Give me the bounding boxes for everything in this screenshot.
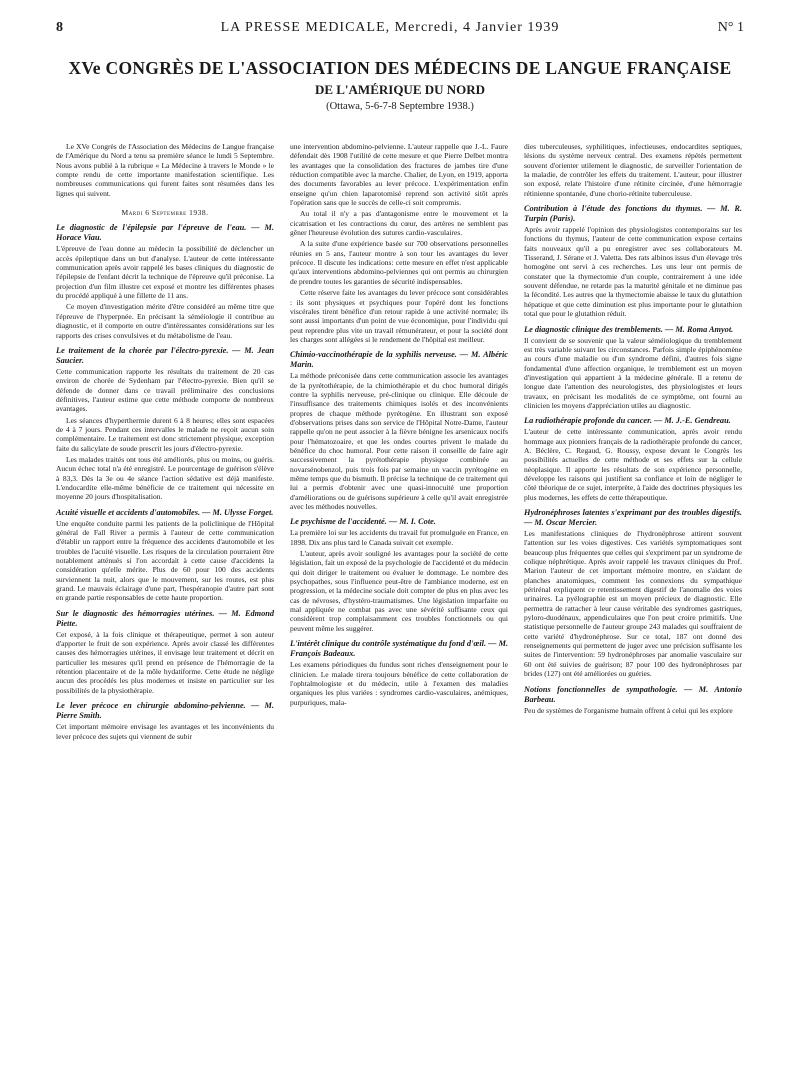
- article-title: La radiothérapie profonde du cancer. — M. J.-E. Gendreau.: [524, 416, 731, 426]
- article-title: L'intérêt clinique du contrôle systématique du fond d'œil. — M. François Badeaux.: [290, 639, 509, 659]
- article-paragraph: Au total il n'y a pas d'antagonisme entre le mouvement et la cicatrisation et les contractions du cœur, des artères ne semblent pas gêner l'heureuse évolution des sutures cardio-vasculaires.: [290, 209, 508, 238]
- article-author: M. R. Turpin: [524, 204, 743, 224]
- article-paragraph: Cette communication rapporte les résultats du traitement de 20 cas environ de chorée de Sydenham par l'électro-pyrexie. Bien qu'il se défende de donner dans ce travail préliminaire des conclusions définitives, l'auteur estime que cette méthode comporte de nombreux avantages.: [56, 366, 274, 414]
- article-title: Contribution à l'étude des fonctions du thymus. — M. R. Turpin (Paris).: [524, 204, 743, 224]
- article-title: Le lever précoce en chirurgie abdomino-pelvienne. — M. Pierre Smith.: [56, 701, 274, 721]
- article-author: M. Albéric Marin.: [290, 350, 508, 370]
- article-author: M. Jean Saucier.: [56, 345, 275, 365]
- article-paragraph: Cet exposé, à la fois clinique et thérapeutique, permet à son auteur d'apporter le fruit de son expérience. Après avoir classé les différentes causes des hémorragies utérines, il envisage leur traitement et décrit en particulier les mesures qu'il prend en présence de l'hémorragie de la rétention placentaire et de la môle hydatiforme. Cette étude ne néglige aucun des procédés les plus modernes et insiste en particulier sur les possibilités de la physiothérapie.: [56, 629, 274, 695]
- article-title: Sur le diagnostic des hémorragies utérines. — M. Edmond Piette.: [56, 608, 274, 628]
- article-paragraph: Il convient de se souvenir que la valeur séméiologique du tremblement est très variable suivant les circonstances. Parfois simple épiphénomène au cours d'une maladie ou d'un syndrome défini, d'autres fois signe fondamental d'une affection organique, le tremblement est un moyen d'investigation qui appartient à la médecine générale. Il a retenu de longue date l'attention des neurologistes, des physiologistes et leurs travaux, en précisant les modalités de ce symptôme, ont fourni au clinicien les moyens d'appréciation utiles au diagnostic.: [524, 335, 742, 410]
- article-paragraph: Les manifestations cliniques de l'hydronéphrose attirent souvent l'attention sur les voies digestives. Ces variétés symptomatiques sont beaucoup plus fréquentes que celles qui s'expriment par un syndrome de colique néphrétique. Après avoir rappelé les travaux cliniques du Prof. Marion l'auteur de cet important mémoire montre, en s'aidant de planches anatomiques, comment les connexions du sympathique périrénal expliquent ce retentissement digestif de l'anomalie des voies urinaires. La pyélographie est un moyen précieux de diagnostic. Elle permettra de rattacher à leur cause véritable des syndromes gastriques, pyloro-duodénaux, appendiculaires que l'on peut croire primitifs. Une statistique personnelle de l'auteur groupe 243 malades qui souffraient de cette variété d'hydronéphrose. Sur ce total, 187 ont donné des renseignements qui permettent de juger avec une précision suffisante les suites de l'intervention: 59 hydronéphroses par anomalie vasculaire sur 60 ont été suivies de guérison; 87 pour 100 des hydronéphroses par brides (127) ont été améliorées ou guéries.: [524, 529, 742, 679]
- article-title: Le diagnostic de l'épilepsie par l'épreuve de l'eau. — M. Horace Viau.: [56, 223, 274, 243]
- article-title: Notions fonctionnelles de sympathologie. — M. Antonio Barbeau.: [524, 684, 742, 704]
- congress-subtitle: DE L'AMÉRIQUE DU NORD: [314, 82, 486, 97]
- article-author: M. Horace Viau.: [56, 223, 274, 243]
- column-3: [524, 142, 742, 743]
- article-paragraph: Cette réserve faite les avantages du lever précoce sont considérables : ils sont physiques et psychiques pour l'opéré dont les fonctions viscérales tirent bénéfice d'un retour rapide à une activité normale; ils sont aussi importants d'un point de vue économique, pour l'individu qui peut reprendre plus vite un travail rémunérateur, et pour la société dont les charges sont allégées si le rendement de l'hôpital est meilleur.: [290, 288, 508, 344]
- article-paragraph: L'auteur, après avoir souligné les avantages pour la société de cette législation, fait un exposé de la psychologie de l'accidenté et du médecin qui doit diriger le traitement ou évaluer le dommage. Le nombre des psychopathes, sous l'influence peut-être de l'ambiance moderne, est en progression, et la médecine sociale doit compter de plus en plus avec les cas de névroses, d'hystéro-traumatismes. Une législation imparfaite ou mal appliquée ne combat pas avec une sévérité suffisante ceux qui considèrent trop complaisamment ces troubles fonctionnels ou qui peuvent même les suggérer.: [290, 549, 508, 633]
- article-paragraph: Les examens périodiques du fundus sont riches d'enseignement pour le clinicien. Le malade tirera toujours bénéfice de cette collaboration de l'ophtalmologiste et du médecin, utile à l'examen des maladies organiques les plus variées : syndromes cardio-vasculaires, anémiques, purpuriques, mala-: [290, 660, 508, 707]
- article-paragraph: une intervention abdomino-pelvienne. L'auteur rappelle que J.-L. Faure défendait dès 1908 l'utilité de cette mesure et que Pierre Delbet montra les avantages que la consolidation des fractures de jambes tire d'une réduction compatible avec la marche. Chalier, de Lyon, en 1919, apporta des documents favorables au lever précoce. L'expérimentation enfin enseigne qu'un chien laparotomisé reprend son activité sitôt après l'opération sans que le succès de celle-ci soit compromis.: [290, 142, 508, 208]
- column-2: [290, 142, 508, 743]
- issue-number: N° 1: [717, 20, 744, 35]
- page-number: 8: [56, 20, 63, 35]
- congress-place-date: (Ottawa, 5-6-7-8 Septembre 1938.): [326, 101, 474, 112]
- article-author: M. I. Cote.: [399, 517, 436, 527]
- article-author: M. Ulysse Forget.: [212, 507, 274, 517]
- article-paragraph: Les malades traités ont tous été améliorés, plus ou moins, ou guéris. Aucun échec total n'a été enregistré. Le pourcentage de guérison s'élève à 83,3. Dès la 3e ou 4e séance l'action sédative est déjà manifeste. L'endocardite elle-même bénéficie de ce traitement qui nécessite en moyenne 20 jours d'hospitalisation.: [56, 454, 274, 502]
- article-author: M. J.-E. Gendreau.: [664, 416, 731, 426]
- running-head: [56, 20, 744, 42]
- article-author: M. Antonio Barbeau.: [524, 684, 742, 704]
- article-title: Le psychisme de l'accidenté. — M. I. Cote.: [290, 517, 436, 527]
- article-author: M. François Badeaux.: [290, 639, 509, 659]
- article-title: Chimio-vaccinothérapie de la syphilis nerveuse. — M. Albéric Marin.: [290, 350, 508, 370]
- article-paragraph: La méthode préconisée dans cette communication associe les avantages de la pyrétothérapie, de la chimiothérapie et du choc humoral dirigés contre la syphilis nerveuse, pré-clinique ou clinique. Elle découle de l'insuffisance des traitements chimiques isolés et des inconvénients propres de chaque méthode pyrétogène. En illustrant son exposé d'observations prises dans son service de l'Hôpital Notre-Dame, l'auteur rappelle qu'on ne peut associer à la fièvre bénigne les arsenicaux nocifs pour l'hématozoaire, et que les ondes courtes privent le malade du bénéfice du choc humoral. Pour cette raison il conseille de faire agir successivement la pyrétothérapie physique combinée au novarsénobenzol, puis trois fois par semaine un vaccin pyrétogène en même temps que du bismuth. Il précise la technique de ce traitement qui lui a permis d'obtenir avec une quasi-innocuité une proportion d'améliorations ou de guérisons supérieure à celle qu'il avait enregistrée avec les méthodes nouvelles.: [290, 371, 508, 512]
- intro-paragraph: Le XVe Congrès de l'Association des Médecins de Langue française de l'Amérique du Nord a tenu sa première séance le lundi 5 Septembre. Nous avons publié à la rubrique « La Médecine à travers le Monde » le compte rendu de cette importante manifestation scientifique. Les nombreuses communications qui furent faites sont résumées dans les lignes qui suivent.: [56, 142, 274, 198]
- article-paragraph: L'épreuve de l'eau donne au médecin la possibilité de déclencher un accès épileptique dans un but d'analyse. L'auteur de cette intéressante communication après avoir rappelé les bases cliniques du diagnostic de l'épilepsie de l'enfant décrit la technique de l'épreuve qu'il préconise. La projection d'un film illustre cet exposé et montre les différentes phases du procédé appliqué à une fillette de 11 ans.: [56, 244, 274, 301]
- congress-title: XVe CONGRÈS DE L'ASSOCIATION DES MÉDECINS DE LANGUE FRANÇAISE: [68, 58, 732, 78]
- article-paragraph: Après avoir rappelé l'opinion des physiologistes contemporains sur les fonctions du thymus, l'auteur de cette communication expose certains faits nouveaux qu'il a pu enregistrer avec ses collaborateurs M. Tisserand, J. Sérane et J. Valetta. Des rats albinos issus d'un élevage très homogène ont servi à ces recherches. Les uns leur ont permis de constater que la thymectomie d'un couple, contrairement à une idée souvent défendue, ne retarde pas la maturité génitale et ne diminue pas la fécondité. Les autres que la thymectomie abaisse le taux du glutathion hépatique et que cette diminution est plus importante pour le glutathion total que pour le glutathion réduit.: [524, 225, 742, 319]
- article-columns: [56, 142, 744, 743]
- journal-title: LA PRESSE MEDICALE, Mercredi, 4 Janvier 1939: [220, 20, 560, 35]
- article-author: M. Pierre Smith.: [56, 701, 274, 721]
- article-title: Hydronéphroses latentes s'exprimant par des troubles digestifs. — M. Oscar Mercier.: [524, 508, 742, 527]
- session-date: Mardi 6 Septembre 1938.: [121, 208, 209, 218]
- article-title: Acuité visuelle et accidents d'automobiles. — M. Ulysse Forget.: [56, 507, 274, 517]
- column-1: [56, 142, 274, 743]
- article-paragraph: Les séances d'hyperthermie durent 6 à 8 heures; elles sont espacées de 4 à 7 jours. Pendant ces intervalles le malade ne reçoit aucun soin complémentaire. Le traitement est donc strictement physique, exception faite du salicylate de soude prescrit les jours d'électro-pyrexie.: [56, 415, 274, 453]
- article-paragraph: Une enquête conduite parmi les patients de la policlinique de l'Hôpital général de Fall River a permis à l'auteur de cette communication d'établir un rapport entre la fréquence des accidents d'automobile et les troubles de l'acuité visuelle. Les risques de la circulation pourraient être notablement atténués si l'on accordait à cette cause d'accidents la considération qu'elle mérite. Plus de 60 pour 100 des accidents surviennent la nuit, alors que le mouvement, sur les routes, est plus grand. Le mauvais éclairage d'une part, l'hespéranopie d'autre part sont en grande partie responsables de cette haute proportion.: [56, 518, 274, 603]
- article-title: Le diagnostic clinique des tremblements. — M. Roma Amyot.: [524, 324, 734, 334]
- article-paragraph: Peu de systèmes de l'organisme humain offrent à celui qui les explore: [524, 705, 733, 715]
- article-author: M. Oscar Mercier.: [534, 518, 598, 527]
- article-paragraph: L'auteur de cette intéressante communication, après avoir rendu hommage aux pionniers français de la radiothérapie profonde du cancer, A. Béclère, C. Regaud, G. Roussy, expose devant le Congrès les possibilités actuelles de cette méthode et ses effets sur la cellule néoplasique. Il apporte les résultats de son expérience personnelle, développe les raisons qui justifient sa confiance et loin de négliger le côté théorique de ce sujet, interprète, à l'aide des doctrines physiques les plus modernes, les effets de cette thérapeutique.: [524, 427, 742, 502]
- article-paragraph: La première loi sur les accidents du travail fut promulguée en France, en 1898. Dix ans plus tard le Canada suivait cet exemple.: [290, 528, 508, 547]
- article-author: M. Roma Amyot.: [675, 324, 734, 334]
- article-paragraph: A la suite d'une expérience basée sur 700 observations personnelles réunies en 5 ans, l'auteur montre à son tour les avantages du lever précoce. Il discute les indications: cette mesure en effet n'est applicable qu'aux interventions abdomino-pelviennes qui ont permis au chirurgien de prendre toutes les garanties de sécurité indispensables.: [290, 239, 508, 286]
- article-paragraph: dies tuberculeuses, syphilitiques, infectieuses, endocardites septiques, lésions du système nerveux central. Des examens répétés permettent souvent d'orienter utilement le diagnostic, de surveiller l'orientation de la maladie, de contrôler les effets du traitement. L'auteur, pour illustrer son exposé, relate l'histoire d'une rétinite circinée, d'une hémorragie rétinienne spontanée, d'une chorio-rétinite tuberculeuse.: [524, 142, 742, 198]
- article-title: Le traitement de la chorée par l'électro-pyrexie. — M. Jean Saucier.: [56, 345, 275, 365]
- article-paragraph: Cet important mémoire envisage les avantages et les inconvénients du lever précoce des sujets qui viennent de subir: [56, 722, 274, 741]
- article-paragraph: Ce moyen d'investigation mérite d'être considéré au même titre que l'épreuve de l'hyperpnée. En précisant la séméiologie il contribue au diagnostic, et il comporte en outre d'intéressantes considérations sur les rapports des crises convulsives et du métabolisme de l'eau.: [56, 302, 274, 340]
- article-author: M. Edmond Piette.: [56, 608, 274, 628]
